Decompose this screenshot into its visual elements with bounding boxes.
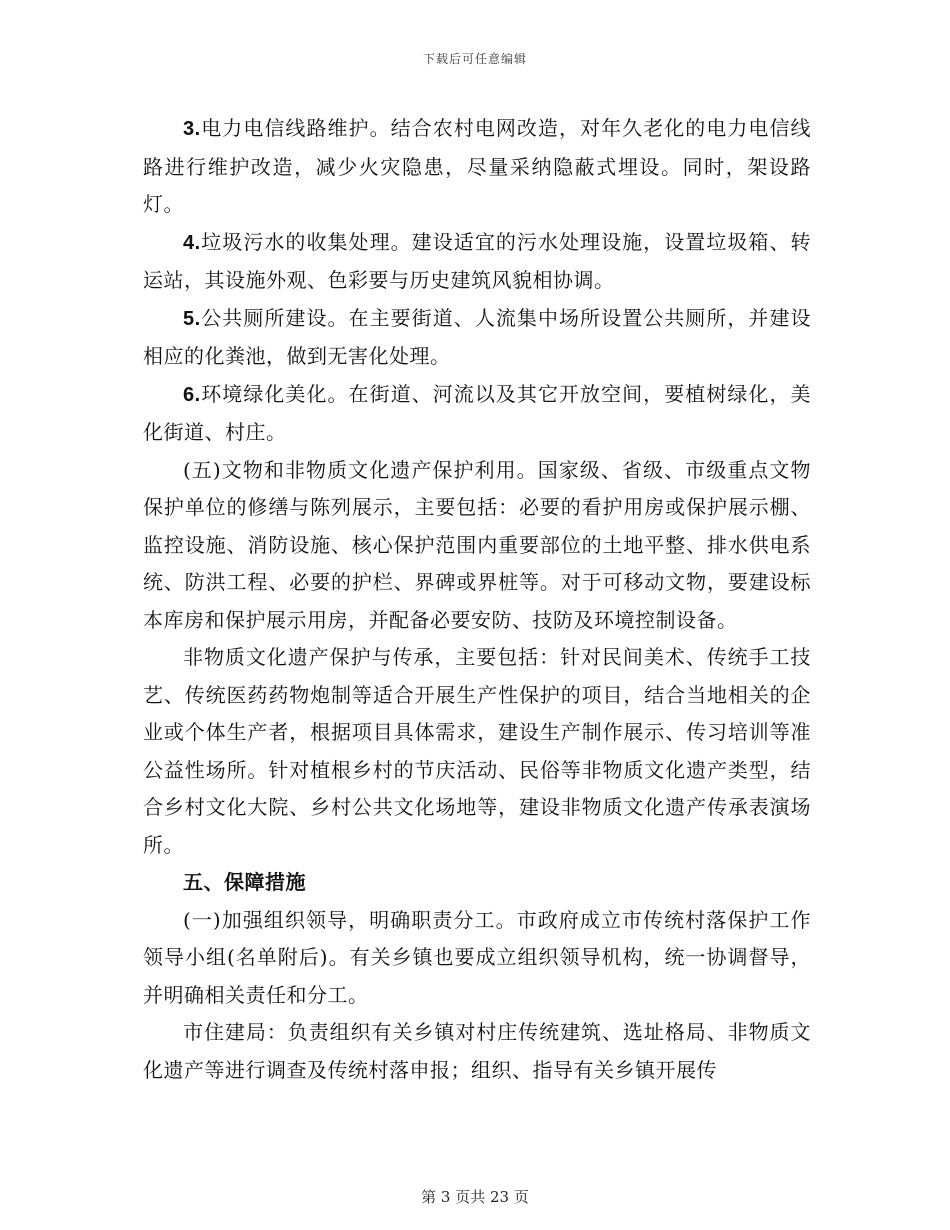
section-heading: 五、保障措施 (183, 870, 306, 894)
document-body (143, 110, 811, 1089)
page-footer: 第 3 页共 23 页 (421, 1188, 529, 1206)
paragraph-housing-bureau: 市住建局：负责组织有关乡镇对村庄传统建筑、选址格局、非物质文化遗产等进行调查及传统村落申报；组织、指导有关乡镇开展传 (143, 1020, 811, 1082)
paragraph-power-lines (143, 110, 811, 224)
paragraph-text: 公共厕所建设。在主要街道、人流集中场所设置公共厕所，并建设相应的化粪池，做到无害化处理。 (143, 305, 811, 368)
paragraph-greening (143, 376, 811, 452)
paragraph-text: 垃圾污水的收集处理。建设适宜的污水处理设施，设置垃圾箱、转运站，其设施外观、色彩要与历史建筑风貌相协调。 (143, 229, 811, 292)
page-header: 下载后可任意编辑 (422, 52, 527, 66)
item-number: 4. (183, 231, 201, 254)
item-number: 6. (183, 383, 201, 406)
paragraph-toilets (143, 300, 811, 376)
paragraph-organization: (一)加强组织领导，明确职责分工。市政府成立市传统村落保护工作领导小组(名单附后)。有关乡镇也要成立组织领导机构，统一协调督导，并明确相关责任和分工。 (143, 907, 811, 1007)
item-number: 5. (183, 307, 201, 330)
paragraph-sewage (143, 224, 811, 300)
item-number: 3. (183, 118, 201, 140)
paragraph-text: 电力电信线路维护。结合农村电网改造，对年久老化的电力电信线路进行维护改造，减少火灾隐患，尽量采纳隐蔽式埋设。同时，架设路灯。 (143, 116, 811, 216)
paragraph-text: 环境绿化美化。在街道、河流以及其它开放空间，要植树绿化，美化街道、村庄。 (143, 381, 811, 444)
paragraph-intangible-heritage: 非物质文化遗产保护与传承，主要包括：针对民间美术、传统手工技艺、传统医药药物炮制等适合开展生产性保护的项目，结合当地相关的企业或个体生产者，根据项目具体需求，建设生产制作展示、传习培训等准公益性场所。针对植根乡村的节庆活动、民俗等非物质文化遗产类型，结合乡村文化大院、乡村公共文化场地等，建设非物质文化遗产传承表演场所。 (143, 645, 811, 857)
paragraph-cultural-relics: (五)文物和非物质文化遗产保护利用。国家级、省级、市级重点文物保护单位的修缮与陈列展示，主要包括：必要的看护用房或保护展示棚、监控设施、消防设施、核心保护范围内重要部位的土地平整、排水供电系统、防洪工程、必要的护栏、界碑或界桩等。对于可移动文物，要建设标本库房和保护展示用房，并配备必要安防、技防及环境控制设备。 (143, 457, 811, 632)
